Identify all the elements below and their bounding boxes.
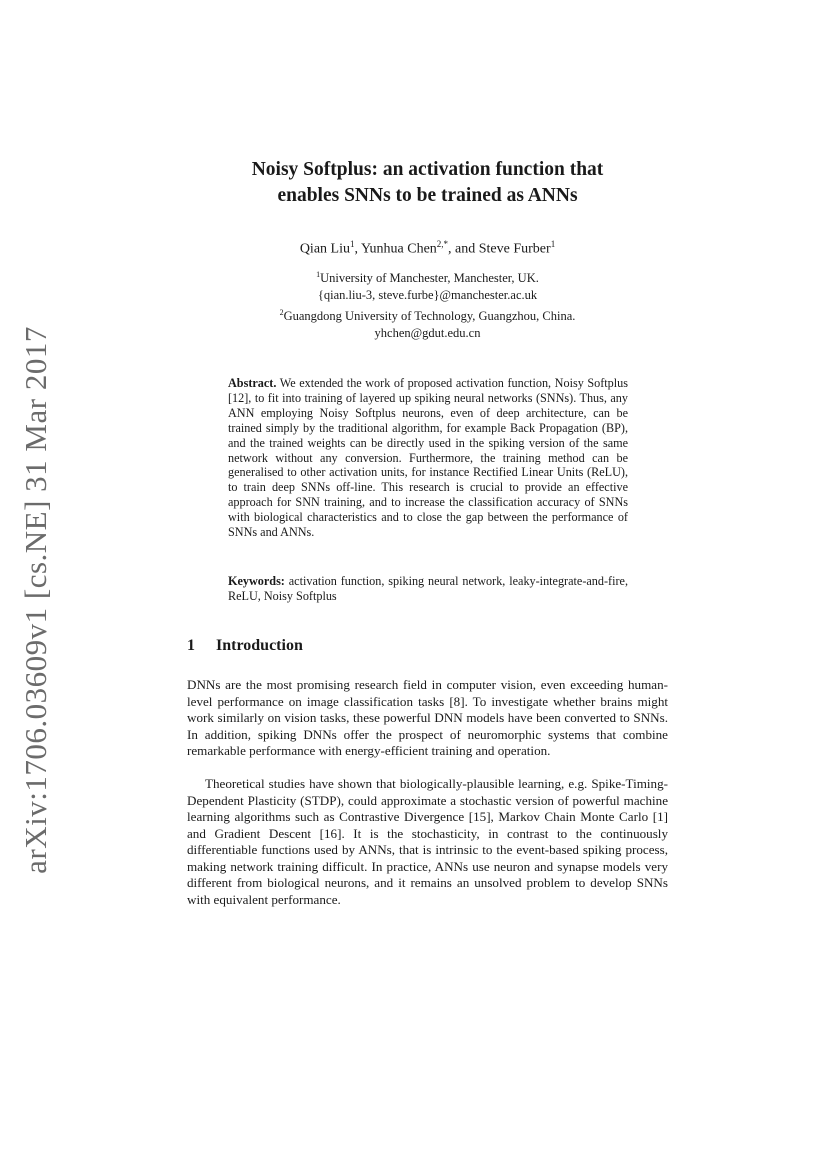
affiliation-mark: 2 bbox=[279, 308, 284, 318]
keywords bbox=[228, 574, 628, 604]
abstract-text: We extended the work of proposed activation function, Noisy Softplus [12], to fit into training of layered up spiking neural networks (SNNs). Thus, any ANN employing Noisy Softplus neurons, even of deep architecture, can be trained simply by the traditional algorithm, for example Back Propagation (BP), and the trained weights can be directly used in the spiking version of the same network without any conversion. Furthermore, the training method can be generalised to other activation units, for instance Rectified Linear Units (ReLU), to train deep SNNs off-line. This research is crucial to provide an effective approach for SNN training, and to increase the classification accuracy of SNNs with biological characteristics and to close the gap between the performance of SNNs and ANNs. bbox=[228, 376, 628, 540]
author-separator: , and bbox=[448, 241, 479, 257]
keywords-label: Keywords: bbox=[228, 574, 285, 588]
body-paragraph: DNNs are the most promising research field in computer vision, even exceeding human-level performance on image classification tasks [8]. To investigate whether brains might work similarly on vision tasks, these powerful DNN models have been converted to SNNs. In addition, spiking DNNs offer the prospect of neuromorphic systems that combine remarkable performance with energy-efficient training and operation. bbox=[187, 677, 668, 758]
affiliations bbox=[150, 266, 705, 342]
keywords-text: activation function, spiking neural network, leaky-integrate-and-fire, ReLU, Noisy Softplus bbox=[228, 574, 628, 603]
abstract-label: Abstract. bbox=[228, 376, 277, 390]
title-line-1: Noisy Softplus: an activation function that bbox=[251, 159, 604, 180]
affiliation-mark: 1 bbox=[349, 239, 355, 249]
paper-title bbox=[150, 157, 705, 209]
affiliation-1-email: {qian.liu-3, steve.furbe}@manchester.ac.uk bbox=[317, 288, 538, 303]
author-name: Qian Liu bbox=[299, 241, 350, 257]
author-list: Qian Liu$^1$, Yunhua Chen$^{2,*}$, and Steve Furber$^1$ bbox=[299, 239, 556, 257]
affiliation-text: Guangdong University of Technology, Guangzhou, China. bbox=[283, 309, 576, 324]
section-title: Introduction bbox=[216, 637, 303, 654]
title-line-2: enables SNNs to be trained as ANNs bbox=[277, 185, 578, 206]
affiliation-text: University of Manchester, Manchester, UK. bbox=[320, 271, 539, 286]
affiliation-2-email: yhchen@gdut.edu.cn bbox=[374, 326, 481, 341]
section-number: 1 bbox=[187, 637, 195, 654]
affiliation-1 bbox=[150, 266, 705, 287]
abstract bbox=[228, 376, 628, 540]
arxiv-identifier: arXiv:1706.03609v1 [cs.NE] 31 Mar 2017 bbox=[18, 326, 53, 874]
section-heading bbox=[187, 637, 303, 655]
author-name: Yunhua Chen bbox=[360, 241, 437, 257]
affiliation-mark: 1 bbox=[316, 270, 321, 279]
body-paragraph: Theoretical studies have shown that biologically-plausible learning, e.g. Spike-Timing-Dependent Plasticity (STDP), could approximate a stochastic version of powerful machine learning algorithms such as Contrastive Divergence [15], Markov Chain Monte Carlo [1] and Gradient Descent [16]. It is the stochasticity, in contrast to the continuously differentiable functions used by ANNs, that is intrinsic to the event-based spiking process, making network training difficult. In practice, ANNs use neuron and synapse models very different from biological neurons, and it remains an unsolved problem to develop SNNs with equivalent performance. bbox=[187, 776, 668, 907]
author-name: Steve Furber bbox=[478, 241, 551, 257]
affiliation-mark: 2,* bbox=[436, 239, 449, 249]
affiliation-2 bbox=[150, 304, 705, 325]
affiliation-mark: 1 bbox=[550, 239, 556, 249]
